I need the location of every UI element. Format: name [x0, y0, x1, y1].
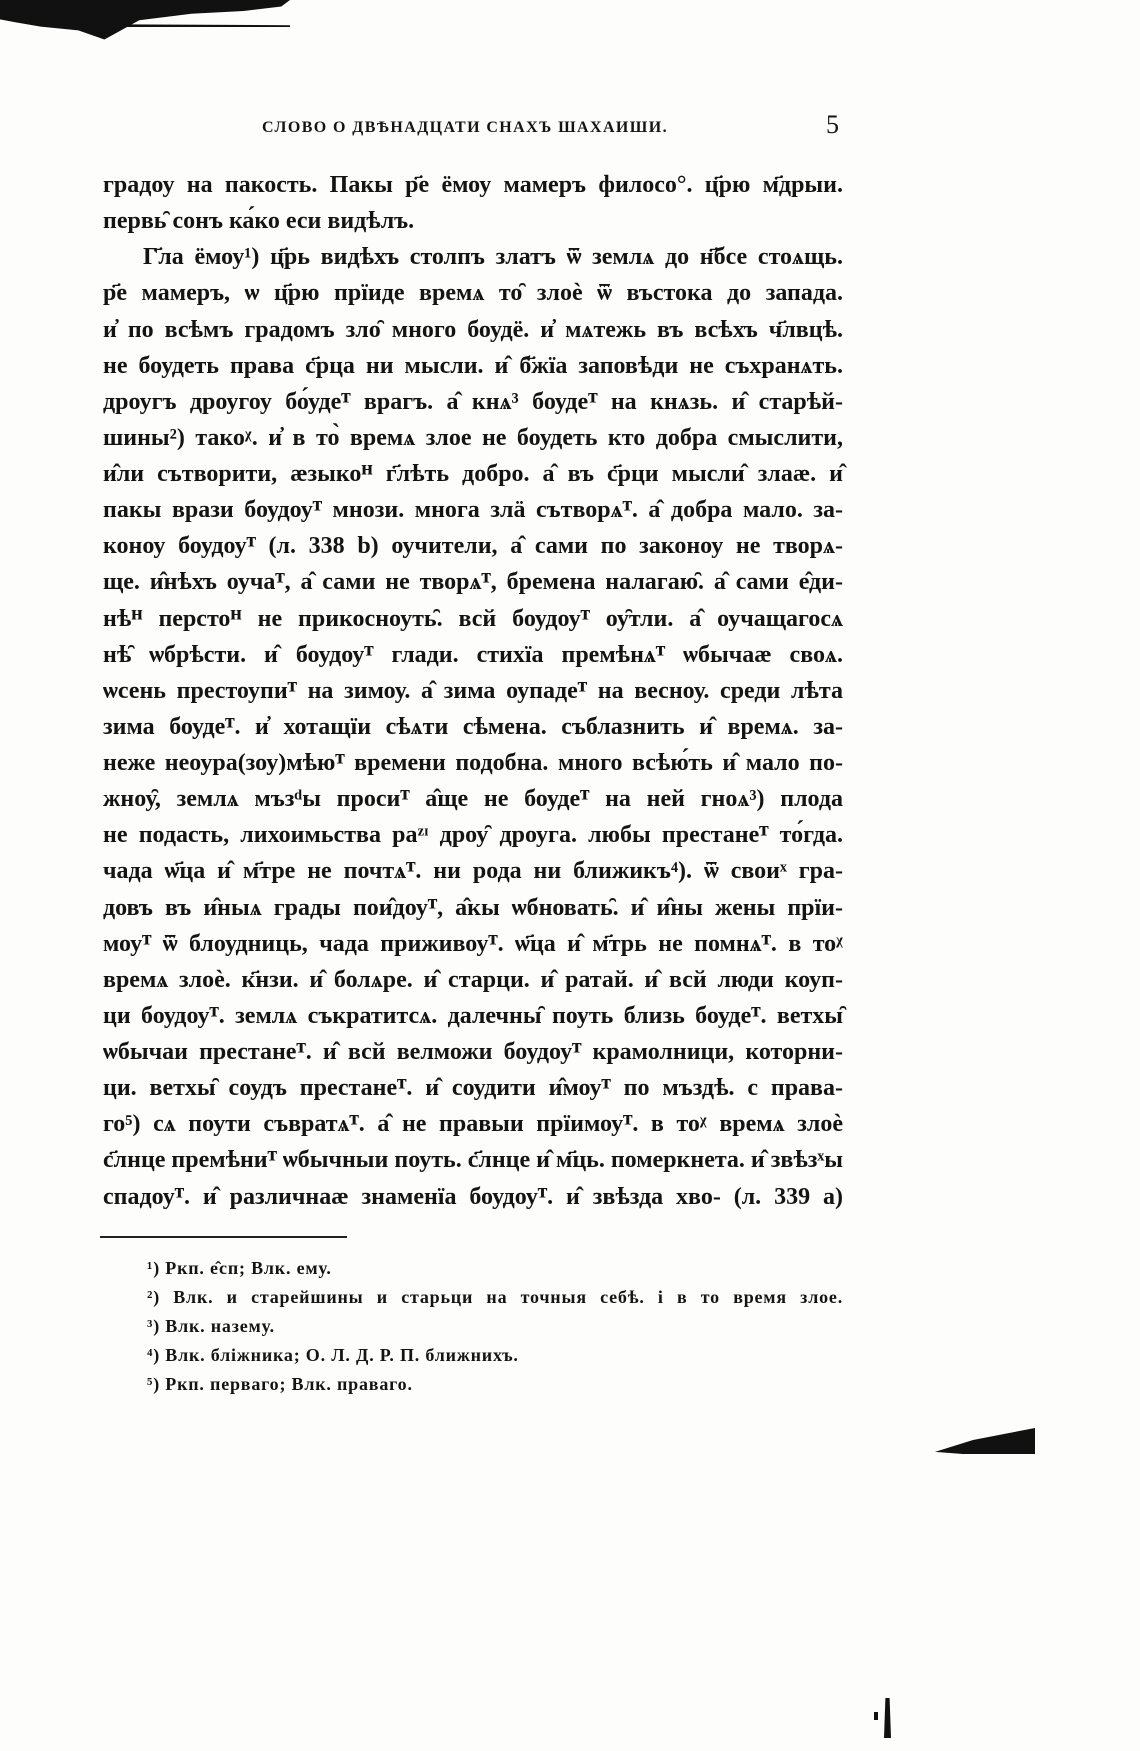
text-line: зима боудеᵀ. и̓ хотащїи сѣѧти сѣмена. съблазнить и̂ времѧ. за-: [103, 713, 843, 740]
text-line: спадоуᵀ. и̂ различнаӕ знаменїа боудоуᵀ. и̂ звѣзда хво- (л. 339 а): [103, 1183, 843, 1210]
footnote-line: ³) Влк. назему.: [147, 1316, 275, 1336]
scan-smudge-right: [935, 1428, 1035, 1454]
text-line: шины²) такоᵡ. и̓ в то̀ времѧ злое не боудеть кто добра смыслити,: [103, 424, 843, 451]
text-line: пакы врази боудоуᵀ мнози. многа злӓ сътворѧᵀ. а̂ добра мало. за-: [103, 497, 843, 524]
text-line: жноу̑, землѧ мъзᵈы просиᵀ а̂ще не боудеᵀ на ней гноѧ³) плода: [103, 786, 843, 813]
scan-smudge-bottom: [884, 1698, 891, 1738]
text-line: ци боудоуᵀ. землѧ съкратитсѧ. далечны̑ поуть близь боудеᵀ. ветхы̑: [103, 1002, 843, 1029]
text-line: го⁵) сѧ поути съвратѧᵀ. а̂ не правыи прїимоуᵀ. в тоᵡ времѧ злоѐ: [103, 1111, 843, 1138]
text-line: нѣ̑ ѡбрѣсти. и̂ боудоуᵀ глади. стихїа премѣнѧᵀ ѡбычаӕ своѧ.: [103, 641, 843, 668]
text-line: чада ѡ҃ца и̂ м҃тре не почтѧᵀ. ни рода ни ближикъ⁴). ѿ своиˣ гра-: [103, 858, 843, 885]
footnote-line: ¹) Ркп. е̂сп; Влк. ему.: [147, 1258, 332, 1278]
text-line: ѡсень престоупиᵀ на зимоу. а̂ зима оупадеᵀ на весноу. среди лѣта: [103, 677, 843, 704]
text-line: довъ въ и̂ныѧ грады пои̂доуᵀ, а̂кы ѡбновать̑. и̂ и̂ны жены прїи-: [103, 894, 843, 921]
text-line: и̓ по всѣмъ градомъ зло̑ много боудё. и̓ мѧтежь въ всѣхъ ч҃лвцѣ.: [103, 316, 843, 343]
text-line: первь̑ сонъ ка́ко еси видѣлъ.: [103, 208, 415, 235]
text-line: ѡбычаи престанеᵀ. и̂ всй велможи боудоуᵀ крамолници, которни-: [103, 1039, 843, 1065]
text-line: коноу боудоуᵀ (л. 338 b) оучители, а̂ сами по законоу не творѧ-: [103, 533, 843, 560]
footnote-separator: [100, 1236, 347, 1238]
text-line: Г҃ла ёмоу¹) ц҃рь видѣхъ столпъ златъ ѿ землѧ до н҃бсе стоѧщь.: [143, 244, 843, 271]
text-line: градоу на пакость. Пакы р҃е ёмоу мамеръ филосо°. ц҃рю м҃дрыи.: [103, 172, 843, 198]
scan-smudge-bottom-dot: [874, 1712, 878, 1720]
footnote-line: ⁴) Влк. бліжника; О. Л. Д. Р. П. ближнихъ.: [147, 1345, 519, 1365]
text-line: нѣᴴ перстоᴴ не прикосноуть̑. всй боудоуᵀ оу̑тли. а̂ оучащагосѧ: [103, 605, 843, 632]
scan-smudge-top-line: [60, 24, 290, 27]
text-line: времѧ злоѐ. к҃нзи. и̂ болѧре. и̂ старци. и̂ ратай. и̂ всй люди коуп-: [103, 966, 843, 993]
text-line: не боудеть права с҃рца ни мысли. и̂ б҃жїа заповѣди не съхранѧть.: [103, 352, 843, 379]
footnote-line: ⁵) Ркп. перваго; Влк. праваго.: [147, 1374, 413, 1394]
text-line: ще. и̂нѣхъ оучаᵀ, а̂ сами не творѧᵀ, бремена налагаю̑. а̂ сами е̂ди-: [103, 569, 843, 596]
text-line: ци. ветхы̑ соудъ престанеᵀ. и̂ соудити и̂моуᵀ по мъздѣ. с права-: [103, 1075, 843, 1102]
text-line: моуᵀ ѿ блоудниць, чада приживоуᵀ. ѡ҃ца и̂ м҃трь не помнѧᵀ. в тоᵡ: [103, 930, 843, 957]
running-head-title: СЛОВО О ДВѢНАДЦАТИ СНАХЪ ШАХАИШИ.: [262, 119, 668, 136]
text-line: и̂ли сътворити, ӕзыкоᴴ г҃лѣть добро. а̂ въ с҃рци мысли̂ злаӕ. и̂: [103, 461, 843, 487]
page-number: 5: [826, 110, 839, 139]
text-line: с҃лнце премѣниᵀ ѡбычныи поуть. с҃лнце и̂ м҃ць. померкнета. и̂ звѣзˣы: [103, 1147, 843, 1174]
text-line: не подасть, лихоимьства раᶻᶦ дроу̑ дроуга. любы престанеᵀ то́гда.: [103, 822, 843, 849]
main-text-block: [103, 167, 843, 1215]
scan-smudge-top: [0, 0, 290, 46]
footnote-line: ²) Влк. и старейшины и старьци на точныя себѣ. і в то время злое.: [147, 1287, 843, 1307]
footnotes-block: [147, 1254, 843, 1399]
text-line: р҃е мамеръ, ѡ ц҃рю прїиде времѧ то̑ злоѐ ѿ въстока до запада.: [103, 280, 843, 307]
text-line: дроугъ дроугоу бо́удеᵀ врагъ. а̂ кнѧ³ боудеᵀ на кнѧзь. и̂ старѣй-: [103, 388, 843, 415]
text-line: неже неоура(зоу)мѣюᵀ времени подобна. много всѣю́ть и̂ мало по-: [103, 750, 843, 776]
